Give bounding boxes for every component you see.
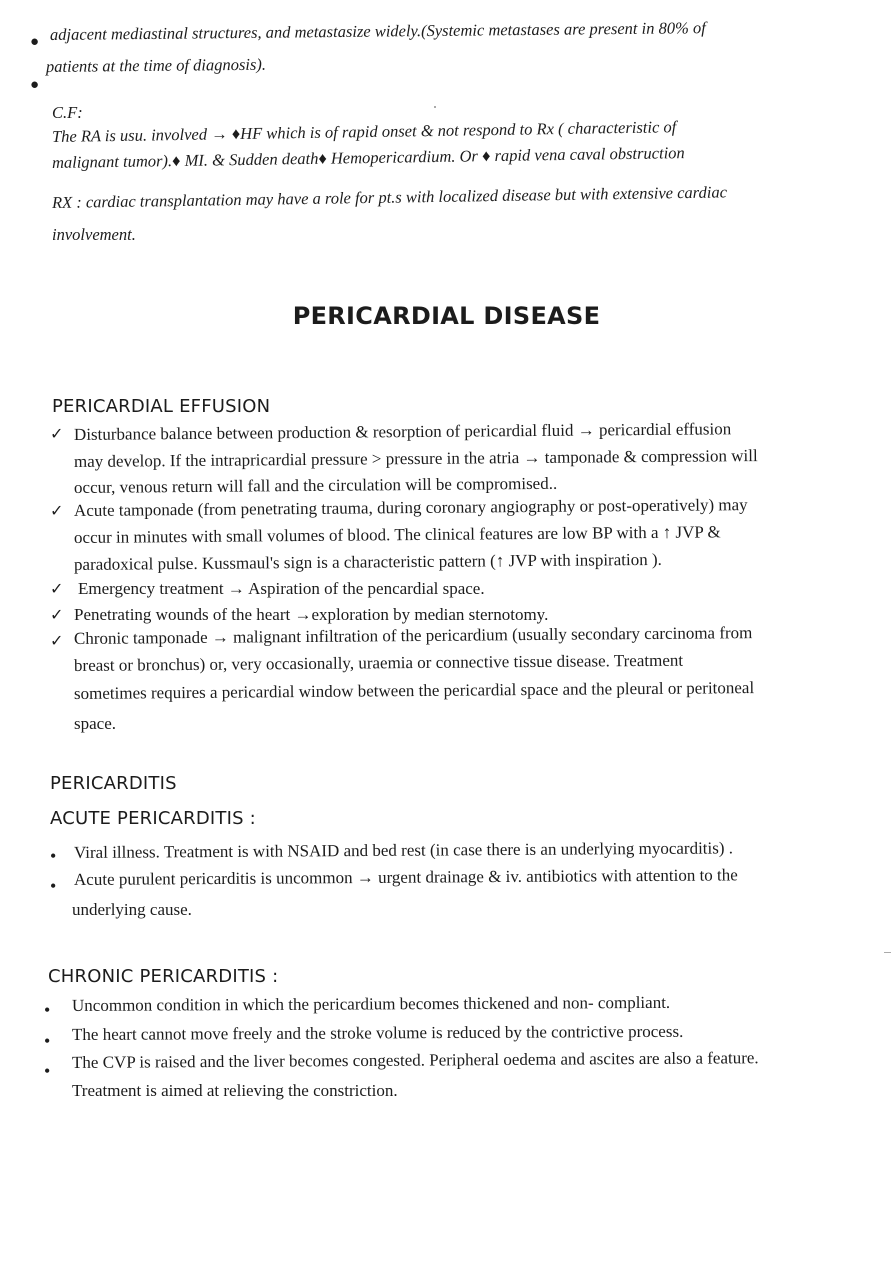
scan-speck <box>434 106 436 108</box>
checkmark-icon: ✓ <box>50 581 64 598</box>
checkmark-icon: ✓ <box>50 503 64 520</box>
acute-item1-line1: Viral illness. Treatment is with NSAID and bed rest (in case there is an underlying myocarditis) . <box>73 838 734 862</box>
effusion-item1-line1: Disturbance balance between production & resorption of pericardial fluid → pericardial effusion <box>73 419 732 444</box>
chronic-item3-line2: Treatment is aimed at relieving the constriction. <box>72 1081 398 1100</box>
chronic-pericarditis-heading: CHRONIC PERICARDITIS : <box>48 966 279 987</box>
rx-line2: involvement. <box>52 225 136 244</box>
acute-item2-line1: Acute purulent pericarditis is uncommon → urgent drainage & iv. antibiotics with attention to the <box>73 865 738 889</box>
bullet-icon: • <box>50 846 57 866</box>
effusion-item5-line1: Chronic tamponade → malignant infiltration of the pericardium (usually secondary carcinoma from <box>73 623 753 648</box>
page-title: PERICARDIAL DISEASE <box>292 302 601 330</box>
checkmark-icon: ✓ <box>50 426 64 443</box>
checkmark-icon: ✓ <box>50 633 64 650</box>
cf-line2: malignant tumor).♦ MI. & Sudden death♦ Hemopericardium. Or ♦ rapid vena caval obstruction <box>51 143 685 172</box>
bullet-icon: • <box>44 1000 51 1020</box>
bullet-icon: • <box>44 1031 51 1051</box>
bullet-icon: ● <box>30 77 40 93</box>
cf-line1: The RA is usu. involved → ♦HF which is of rapid onset & not respond to Rx ( characteristic of <box>51 117 677 146</box>
effusion-heading: PERICARDIAL EFFUSION <box>52 396 271 417</box>
rx-line1: RX : cardiac transplantation may have a role for pt.s with localized disease but with extensive cardiac <box>51 182 728 212</box>
scan-speck <box>884 952 891 953</box>
acute-item2-line2: underlying cause. <box>72 900 192 919</box>
effusion-item2-line1: Acute tamponade (from penetrating trauma, during coronary angiography or post-operatively) may <box>73 495 748 520</box>
bullet-icon: • <box>50 876 57 896</box>
acute-pericarditis-heading: ACUTE PERICARDITIS : <box>50 808 256 829</box>
effusion-item1-line3: occur, venous return will fall and the circulation will be compromised.. <box>73 473 558 497</box>
cf-label: C.F: <box>52 103 83 122</box>
top-bullet-line1: adjacent mediastinal structures, and metastasize widely.(Systemic metastases are present in 80% of <box>49 18 706 44</box>
chronic-item3-line1: The CVP is raised and the liver becomes congested. Peripheral oedema and ascites are also a feature. <box>71 1048 759 1072</box>
effusion-item3-line1: Emergency treatment → Aspiration of the pencardial space. <box>78 579 485 598</box>
bullet-icon: ● <box>30 34 40 50</box>
pericarditis-heading: PERICARDITIS <box>50 773 177 794</box>
effusion-item5-line3: sometimes requires a pericardial window between the pericardial space and the pleural or peritoneal <box>73 678 755 703</box>
effusion-item4-line1: Penetrating wounds of the heart →exploration by median sternotomy. <box>74 605 549 624</box>
chronic-item1-line1: Uncommon condition in which the pericardium becomes thickened and non- compliant. <box>71 992 671 1015</box>
bullet-icon: • <box>44 1061 51 1081</box>
checkmark-icon: ✓ <box>50 607 64 624</box>
chronic-item2-line1: The heart cannot move freely and the stroke volume is reduced by the contrictive process. <box>71 1021 684 1044</box>
effusion-item5-line2: breast or bronchus) or, very occasionally, uraemia or connective tissue disease. Treatment <box>73 650 684 675</box>
top-bullet-line2: patients at the time of diagnosis). <box>45 54 267 76</box>
effusion-item2-line2: occur in minutes with small volumes of blood. The clinical features are low BP with a ↑ JVP & <box>73 522 721 547</box>
effusion-item1-line2: may develop. If the intrapricardial pressure > pressure in the atria → tamponade & compression will <box>73 446 758 471</box>
effusion-item2-line3: paradoxical pulse. Kussmaul's sign is a characteristic pattern (↑ JVP with inspiration ). <box>73 549 662 574</box>
effusion-item5-line4: space. <box>74 714 117 733</box>
